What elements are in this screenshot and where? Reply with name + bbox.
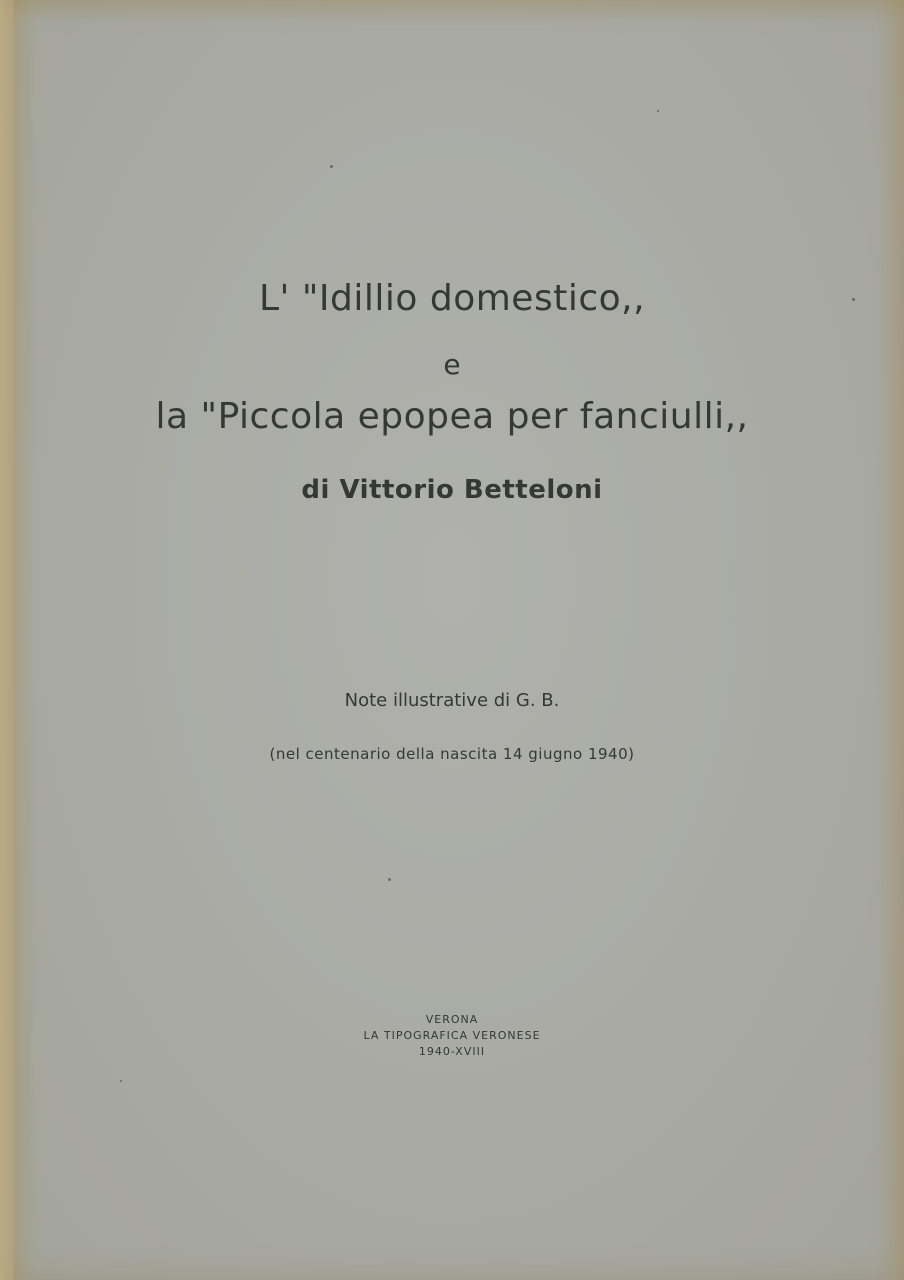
title-line-2: la "Piccola epopea per fanciulli,, [155, 396, 749, 437]
paper-speck [657, 110, 659, 112]
centenary-line: (nel centenario della nascita 14 giugno 1940) [269, 745, 635, 763]
paper-speck [852, 298, 855, 301]
paper-speck [120, 1080, 122, 1082]
spine-edge [0, 0, 14, 1280]
publication-year: 1940-XVIII [418, 1045, 486, 1058]
paper-speck [388, 878, 391, 881]
notes-line: Note illustrative di G. B. [344, 690, 560, 711]
author-line: di Vittorio Betteloni [301, 475, 603, 505]
publisher-name: LA TIPOGRAFICA VERONESE [363, 1029, 541, 1042]
paper-speck [330, 165, 333, 168]
title-conjunction: e [443, 348, 461, 381]
title-line-1: L' "Idillio domestico,, [258, 278, 646, 319]
publisher-city: VERONA [425, 1013, 479, 1026]
